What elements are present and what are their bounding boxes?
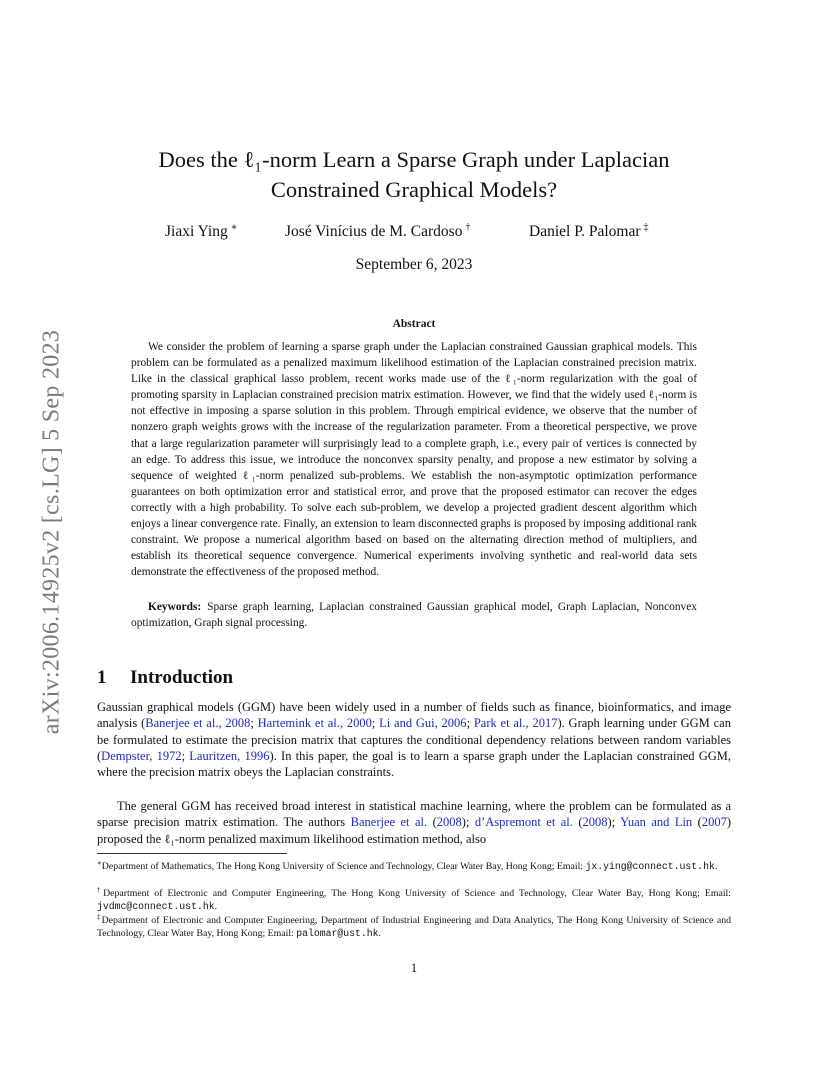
citation-link[interactable]: Park et al., 2017 [473, 716, 558, 731]
abstract-text: We consider the problem of learning a sparse graph under the Laplacian constrained Gaussian graphical models. This problem can be formulated as a penalized maximum likelihood estimation of the Laplacian constrained precision matrix. Like in the classical graphical lasso problem, recent works made use of the ℓ₁-norm regularization with the goal of promoting sparsity in Laplacian constrained precision matrix estimation. However, we find that the widely used ℓ₁-norm is not effective in imposing a sparse solution in this problem. Through empirical evidence, we observe that the number of nonzero graph weights grows with the increase of the regularization parameter. From a theoretical perspective, we prove that a large regularization parameter will surprisingly lead to a complete graph, i.e., every pair of vertices is connected by an edge. To address this issue, we introduce the nonconvex sparsity penalty, and propose a new estimator by solving a sequence of weighted ℓ₁-norm penalized sub-problems. We establish the non-asymptotic optimization performance guarantees on both optimization error and statistical error, and prove that the proposed estimator can recover the edges correctly with a high probability. To solve each sub-problem, we develop a projected gradient descent algorithm which enjoys a linear convergence rate. Finally, an extension to learn disconnected graphs is proposed by imposing additional rank constraint. We propose a numerical algorithm based on based on the alternating direction method of multipliers, and establish its theoretical sequence convergence. Numerical experiments involving synthetic and real-world data sets demonstrate the effectiveness of the proposed method. [131, 341, 697, 579]
keywords-text: Sparse graph learning, Laplacian constrained Gaussian graphical model, Graph Laplacian, Nonconvex optimization, Graph signal processing. [131, 601, 697, 629]
text: ). Graph learning under GGM can be formulated to estimate the precision matrix that captures the conditional dependency relations between random variables ( [97, 716, 731, 763]
citation-link[interactable]: 2008 [582, 815, 608, 830]
footnote-text: Department of Mathematics, The Hong Kong University of Science and Technology, Clear Water Bay, Hong Kong; Email: [101, 861, 586, 872]
paper-date: September 6, 2023 [355, 256, 473, 273]
footnote-3 [97, 911, 731, 940]
separator: ( [572, 815, 583, 830]
separator: ( [692, 815, 702, 830]
separator: ; [250, 716, 258, 731]
citation-link[interactable]: 2007 [701, 815, 727, 830]
citation-link[interactable]: Yuan and Lin [620, 815, 693, 830]
separator: ); [607, 815, 621, 830]
section-number: 1 [97, 667, 107, 688]
footnote-mark: ‡ [97, 913, 102, 921]
citation-link[interactable]: Lauritzen, 1996 [189, 748, 270, 763]
citation-link[interactable]: Banerjee et al. [350, 815, 428, 830]
title-line-2: Constrained Graphical Models? [270, 177, 558, 202]
citation-link[interactable]: 2008 [436, 815, 462, 830]
footnote-email: palomar@ust.hk [296, 927, 379, 939]
citation-link[interactable]: d’Aspremont et al. [474, 815, 573, 830]
citation-link[interactable]: Hartemink et al., 2000 [257, 716, 372, 731]
footnote-text: Department of Electronic and Computer Engineering, The Hong Kong University of Science and Technology, Clear Water Bay, Hong Kong; Email: [103, 888, 732, 899]
intro-paragraph-1 [97, 699, 731, 780]
footnote-mark: † [97, 886, 104, 894]
citation-link[interactable]: Dempster, 1972 [101, 748, 182, 763]
author-mark: ∗ [230, 222, 238, 233]
title-line-1: Does the ℓ₁-norm Learn a Sparse Graph under Laplacian [158, 147, 670, 172]
footnote-rule [97, 853, 287, 854]
author-3 [529, 222, 649, 241]
intro-paragraph-2 [97, 798, 731, 847]
text: ) proposed the ℓ₁-norm penalized maximum likelihood estimation method, also [97, 815, 731, 846]
abstract-heading: Abstract [392, 318, 436, 330]
keywords-label: Keywords: [148, 601, 202, 613]
footnote-text: Department of Electronic and Computer Engineering, Department of Industrial Engineering and Data Analytics, The Hong Kong University of Science and Technology, Clear Water Bay, Hong Kong; Email: [97, 915, 732, 939]
author-2 [285, 222, 470, 241]
text: ). In this paper, the goal is to learn a sparse graph under the Laplacian constrained GGM, where the precision matrix obeys the Laplacian constraints. [97, 748, 732, 780]
author-name: Daniel P. Palomar [529, 223, 641, 240]
author-mark: † [465, 222, 471, 233]
author-name: Jiaxi Ying [165, 223, 228, 240]
footnote-2 [97, 884, 731, 913]
author-mark: ‡ [643, 222, 649, 233]
arxiv-stamp: arXiv:2006.14925v2 [cs.LG] 5 Sep 2023 [38, 329, 65, 735]
footnote-mark: ∗ [97, 859, 102, 867]
author-name: José Vinícius de M. Cardoso [285, 223, 463, 240]
footnote-1 [97, 857, 731, 874]
section-heading [97, 667, 233, 689]
separator: ; [181, 748, 190, 763]
section-title: Introduction [130, 667, 234, 688]
keywords [131, 599, 697, 631]
separator: ; [466, 716, 474, 731]
text: The general GGM has received broad interest in statistical machine learning, where the problem can be formulated as a sparse precision matrix estimation. The authors [97, 799, 731, 830]
separator: ; [371, 716, 380, 731]
author-1 [165, 222, 238, 241]
separator: ); [461, 815, 475, 830]
footnote-end: . [214, 900, 218, 912]
paper-title [0, 145, 828, 205]
footnote-end: . [714, 861, 718, 872]
footnote-email: jx.ying@connect.ust.hk [585, 861, 715, 872]
citation-link[interactable]: Banerjee et al., 2008 [145, 716, 251, 731]
footnote-end: . [378, 927, 381, 939]
page-number: 1 [410, 961, 418, 975]
citation-link[interactable]: Li and Gui, 2006 [379, 716, 467, 731]
text: Gaussian graphical models (GGM) have been widely used in a number of fields such as finance, bioinformatics, and image analysis ( [97, 700, 731, 731]
separator: ( [427, 815, 437, 830]
footnote-email: jvdmc@connect.ust.hk [97, 900, 215, 912]
